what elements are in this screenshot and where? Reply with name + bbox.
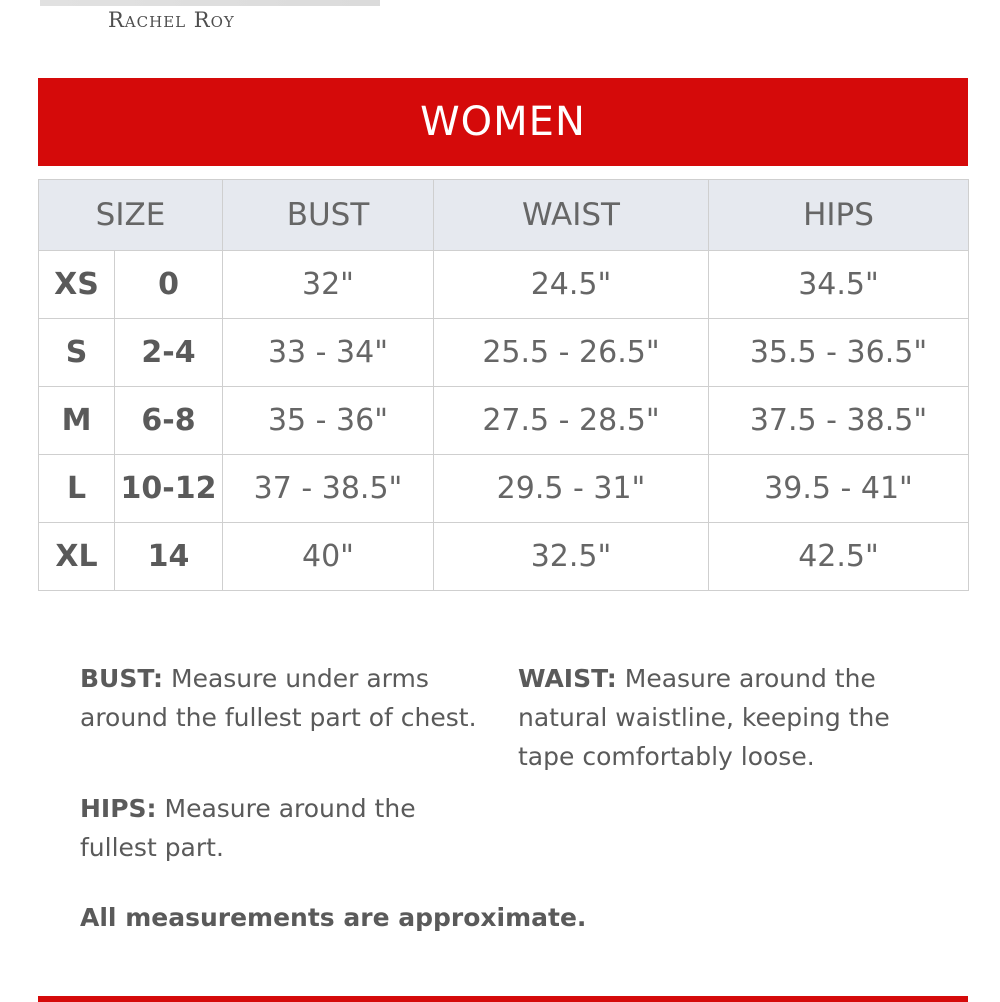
header-bust: BUST [223, 180, 434, 251]
size-number: 14 [115, 523, 223, 591]
bust-note-label: BUST: [80, 664, 164, 693]
waist-value: 24.5" [434, 251, 709, 319]
table-row [39, 387, 969, 455]
waist-note [518, 659, 928, 776]
size-letter: M [39, 387, 115, 455]
size-chart-table [38, 179, 969, 591]
header-hips: HIPS [709, 180, 969, 251]
size-letter: S [39, 319, 115, 387]
hips-value: 34.5" [709, 251, 969, 319]
size-letter: XL [39, 523, 115, 591]
table-header-row [39, 180, 969, 251]
approximate-note [80, 898, 680, 937]
women-banner: WOMEN [38, 78, 968, 166]
waist-value: 32.5" [434, 523, 709, 591]
size-letter: L [39, 455, 115, 523]
bust-note-text: Measure under arms around the fullest part of chest. [80, 664, 477, 732]
hips-note [80, 789, 440, 867]
bust-value: 32" [223, 251, 434, 319]
bust-value: 35 - 36" [223, 387, 434, 455]
size-number: 0 [115, 251, 223, 319]
table-row [39, 455, 969, 523]
table-row [39, 251, 969, 319]
waist-value: 29.5 - 31" [434, 455, 709, 523]
size-number: 2-4 [115, 319, 223, 387]
hips-value: 39.5 - 41" [709, 455, 969, 523]
header-size: SIZE [39, 180, 223, 251]
waist-note-text: Measure around the natural waistline, keeping the tape comfortably loose. [518, 664, 890, 771]
hips-value: 37.5 - 38.5" [709, 387, 969, 455]
brand-name: Rachel Roy [108, 8, 235, 32]
bust-value: 37 - 38.5" [223, 455, 434, 523]
hips-value: 35.5 - 36.5" [709, 319, 969, 387]
size-number: 10-12 [115, 455, 223, 523]
bust-value: 40" [223, 523, 434, 591]
bust-value: 33 - 34" [223, 319, 434, 387]
table-row [39, 523, 969, 591]
table-row [39, 319, 969, 387]
waist-value: 25.5 - 26.5" [434, 319, 709, 387]
size-letter: XS [39, 251, 115, 319]
waist-note-label: WAIST: [518, 664, 617, 693]
hips-value: 42.5" [709, 523, 969, 591]
hips-note-text: Measure around the fullest part. [80, 794, 416, 862]
size-number: 6-8 [115, 387, 223, 455]
waist-value: 27.5 - 28.5" [434, 387, 709, 455]
bust-note [80, 659, 500, 737]
hips-note-label: HIPS: [80, 794, 157, 823]
approximate-note-text: All measurements are approximate. [80, 903, 587, 932]
logo-wordmark [40, 0, 380, 6]
bottom-red-bar [38, 996, 968, 1002]
header-waist: WAIST [434, 180, 709, 251]
